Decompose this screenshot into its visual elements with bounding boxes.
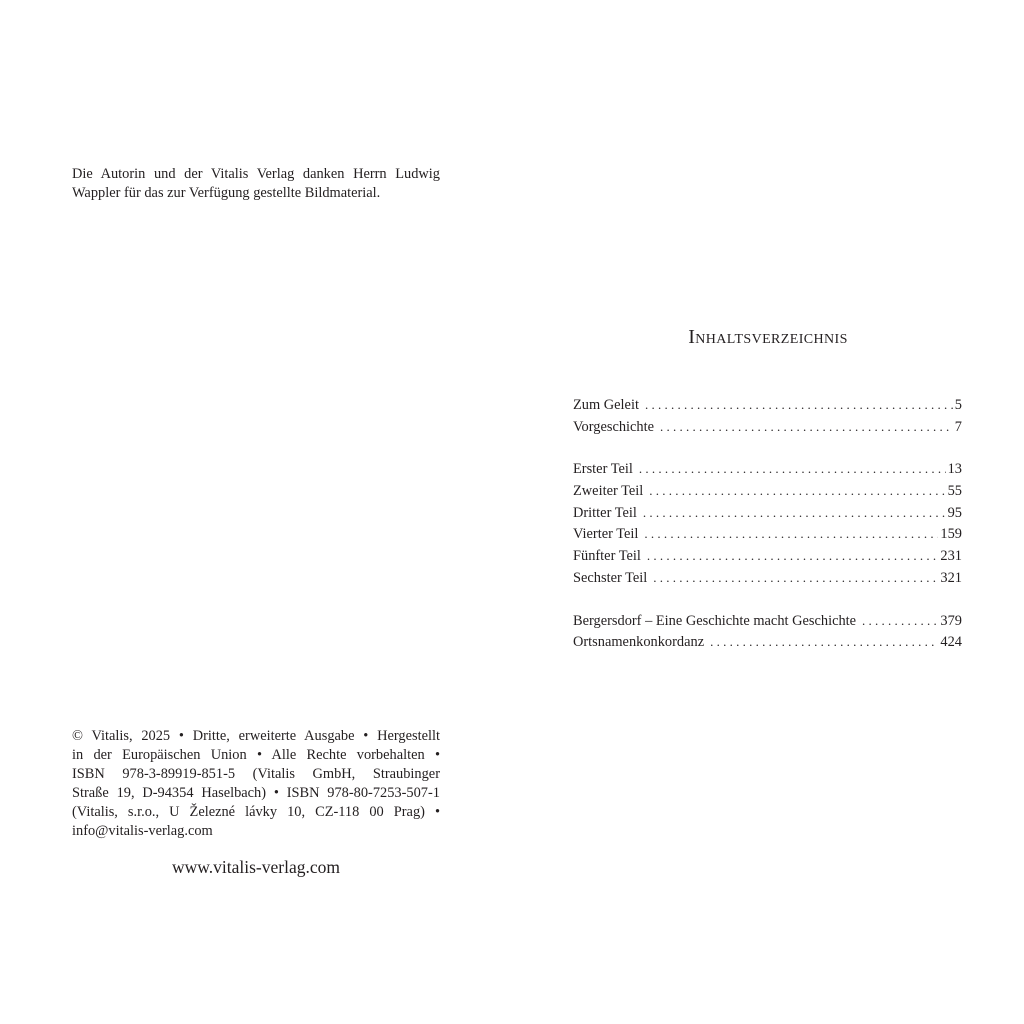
toc-entry <box>573 631 962 653</box>
toc-entry <box>573 567 962 589</box>
toc-entry-label: Zum Geleit <box>573 397 639 413</box>
imprint-block <box>72 727 440 841</box>
right-page <box>512 0 1024 1024</box>
imprint-line: Straße 19, D-94354 Haselbach) • ISBN 978-80-7253-507-1 <box>72 785 440 801</box>
toc-entry-label: Vierter Teil <box>573 526 639 543</box>
toc-dot-leader <box>653 567 938 589</box>
toc-title: Inhaltsverzeichnis <box>688 326 848 348</box>
toc-entry-label: Vorgeschichte <box>573 418 654 435</box>
toc-dot-leader <box>660 416 953 438</box>
toc-entry-label: Zweiter Teil <box>573 483 644 500</box>
toc-entry <box>573 458 962 480</box>
imprint-line: ISBN 978-3-89919-851-5 (Vitalis GmbH, Straubinger <box>72 766 440 782</box>
toc-entry-page: 159 <box>940 526 962 543</box>
toc-dot-leader <box>710 631 938 653</box>
toc-entry-page: 7 <box>954 418 962 435</box>
imprint-line: © Vitalis, 2025 • Dritte, erweiterte Ausgabe • Hergestellt <box>72 728 440 744</box>
imprint-email: info@vitalis-verlag.com <box>72 823 213 839</box>
imprint-line: (Vitalis, s.r.o., U Železné lávky 10, CZ-118 00 Prag) • <box>72 804 440 820</box>
toc-entry-label: Erster Teil <box>573 461 633 478</box>
publisher-website: www.vitalis-verlag.com <box>172 857 340 877</box>
toc-dot-leader <box>644 523 938 545</box>
table-of-contents <box>573 394 962 653</box>
toc-dot-leader <box>862 610 938 632</box>
toc-entry-page: 424 <box>940 634 962 651</box>
toc-entry-label: Bergersdorf – Eine Geschichte macht Geschichte <box>573 612 857 629</box>
toc-dot-leader <box>645 394 953 416</box>
toc-entry <box>573 394 962 416</box>
acknowledgement-text: Die Autorin und der Vitalis Verlag danken Herrn Ludwig Wappler für das zur Verfügung gestellte Bildmaterial. <box>72 166 440 201</box>
toc-entry <box>573 545 962 567</box>
toc-entry-label: Sechster Teil <box>573 569 648 586</box>
toc-entry <box>573 416 962 438</box>
toc-group-parts <box>573 458 962 588</box>
toc-entry-page: 13 <box>947 461 962 478</box>
toc-entry-page: 379 <box>940 612 962 629</box>
toc-entry-label: Fünfter Teil <box>573 548 641 565</box>
toc-dot-leader <box>647 545 939 567</box>
imprint-line: in der Europäischen Union • Alle Rechte vorbehalten • <box>72 747 440 763</box>
toc-entry-page: 55 <box>947 483 962 500</box>
toc-entry-label: Dritter Teil <box>573 504 637 521</box>
toc-entry-page: 5 <box>954 397 962 413</box>
toc-entry <box>573 480 962 502</box>
toc-entry <box>573 610 962 632</box>
toc-entry <box>573 523 962 545</box>
toc-dot-leader <box>649 480 945 502</box>
toc-entry-page: 321 <box>940 569 962 586</box>
toc-entry-page: 95 <box>947 504 962 521</box>
toc-dot-leader <box>639 458 946 480</box>
toc-entry-page: 231 <box>940 548 962 565</box>
toc-dot-leader <box>643 502 946 524</box>
toc-group-appendix <box>573 610 962 653</box>
toc-entry-label: Ortsnamenkonkordanz <box>573 634 705 651</box>
toc-group-intro <box>573 394 962 437</box>
toc-entry <box>573 502 962 524</box>
